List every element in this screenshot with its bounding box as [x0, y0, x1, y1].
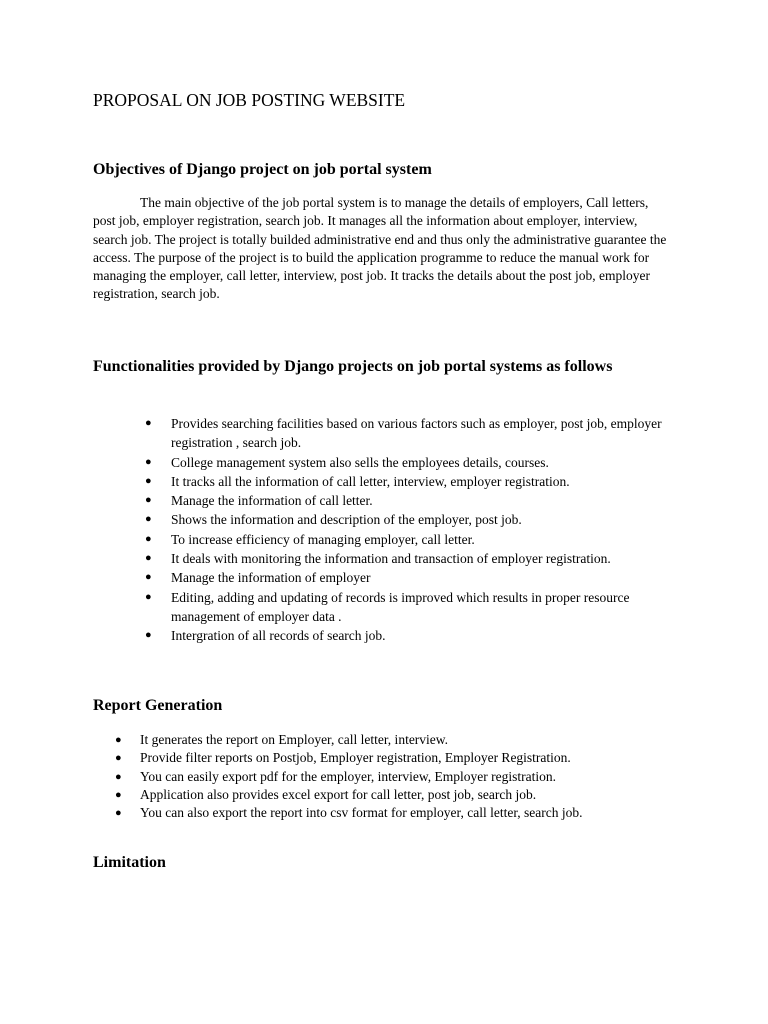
list-item: [115, 731, 720, 749]
bullet-icon: ●: [145, 474, 152, 487]
list-item-text: Application also provides excel export for call letter, post job, search job.: [140, 786, 537, 802]
list-item-text: You can easily export pdf for the employer, interview, Employer registration.: [140, 768, 556, 784]
bullet-icon: ●: [115, 788, 122, 801]
list-item: [145, 530, 666, 549]
bullet-icon: ●: [115, 770, 122, 783]
bullet-icon: ●: [115, 734, 122, 746]
list-item-text: Shows the information and description of the employer, post job.: [171, 512, 522, 528]
list-item-text: Manage the information of employer: [171, 570, 371, 586]
list-item-text: It generates the report on Employer, call letter, interview.: [140, 732, 449, 747]
list-item-text: You can also export the report into csv format for employer, call letter, search job.: [140, 805, 583, 821]
list-item: [145, 568, 666, 587]
list-item: [145, 588, 666, 627]
list-item-text: Manage the information of call letter.: [171, 493, 373, 509]
bullet-icon: ●: [145, 532, 152, 545]
functionalities-list: [145, 414, 666, 646]
bullet-icon: ●: [145, 552, 152, 565]
list-item: [145, 510, 666, 529]
list-item-text: Provides searching facilities based on various factors such as employer, post job, employer registration , search job.: [171, 416, 662, 451]
list-item: [145, 549, 666, 568]
list-item-text: It tracks all the information of call letter, interview, employer registration.: [171, 473, 570, 489]
list-item-text: To increase efficiency of managing employer, call letter.: [171, 531, 475, 547]
bullet-icon: ●: [145, 571, 152, 584]
list-item: [115, 749, 720, 767]
bullet-icon: ●: [145, 629, 152, 642]
list-item-text: College management system also sells the employees details, courses.: [171, 454, 549, 470]
list-item-text: Intergration of all records of search job.: [171, 628, 386, 644]
bullet-icon: ●: [145, 455, 152, 468]
document-title: PROPOSAL ON JOB POSTING WEBSITE: [93, 90, 406, 110]
list-item-text: Editing, adding and updating of records is improved which results in proper resource management of employer data .: [171, 589, 630, 624]
list-item: [145, 491, 666, 510]
list-item: [115, 804, 720, 822]
list-item: [145, 453, 666, 472]
list-item-text: It deals with monitoring the information and transaction of employer registration.: [171, 551, 611, 567]
list-item: [115, 786, 720, 804]
list-item: [145, 472, 666, 491]
bullet-icon: ●: [145, 513, 152, 526]
list-item: [115, 768, 720, 786]
bullet-icon: ●: [145, 494, 152, 507]
objectives-paragraph: The main objective of the job portal system is to manage the details of employers, Call letters, post job, employer registration, search job. It manages all the information about employer, interview, search job. The project is totally builded administrative end and thus only the administrative guarantee the access. The purpose of the project is to build the application programme to reduce the manual work for managing the employer, call letter, interview, post job. It tracks the details about the post job, employer registration, search job.: [93, 195, 667, 302]
functionalities-heading: Functionalities provided by Django projects on job portal systems as follows: [93, 358, 613, 375]
list-item: [145, 414, 666, 453]
objectives-heading: Objectives of Django project on job portal system: [93, 161, 432, 178]
bullet-icon: ●: [145, 590, 152, 603]
bullet-icon: ●: [145, 417, 152, 429]
bullet-icon: ●: [115, 807, 122, 820]
list-item: [145, 626, 666, 645]
report-list: [115, 731, 720, 822]
limitation-heading: Limitation: [93, 854, 166, 871]
list-item-text: Provide filter reports on Postjob, Employer registration, Employer Registration.: [140, 750, 571, 766]
report-heading: Report Generation: [93, 697, 223, 714]
bullet-icon: ●: [115, 752, 122, 765]
